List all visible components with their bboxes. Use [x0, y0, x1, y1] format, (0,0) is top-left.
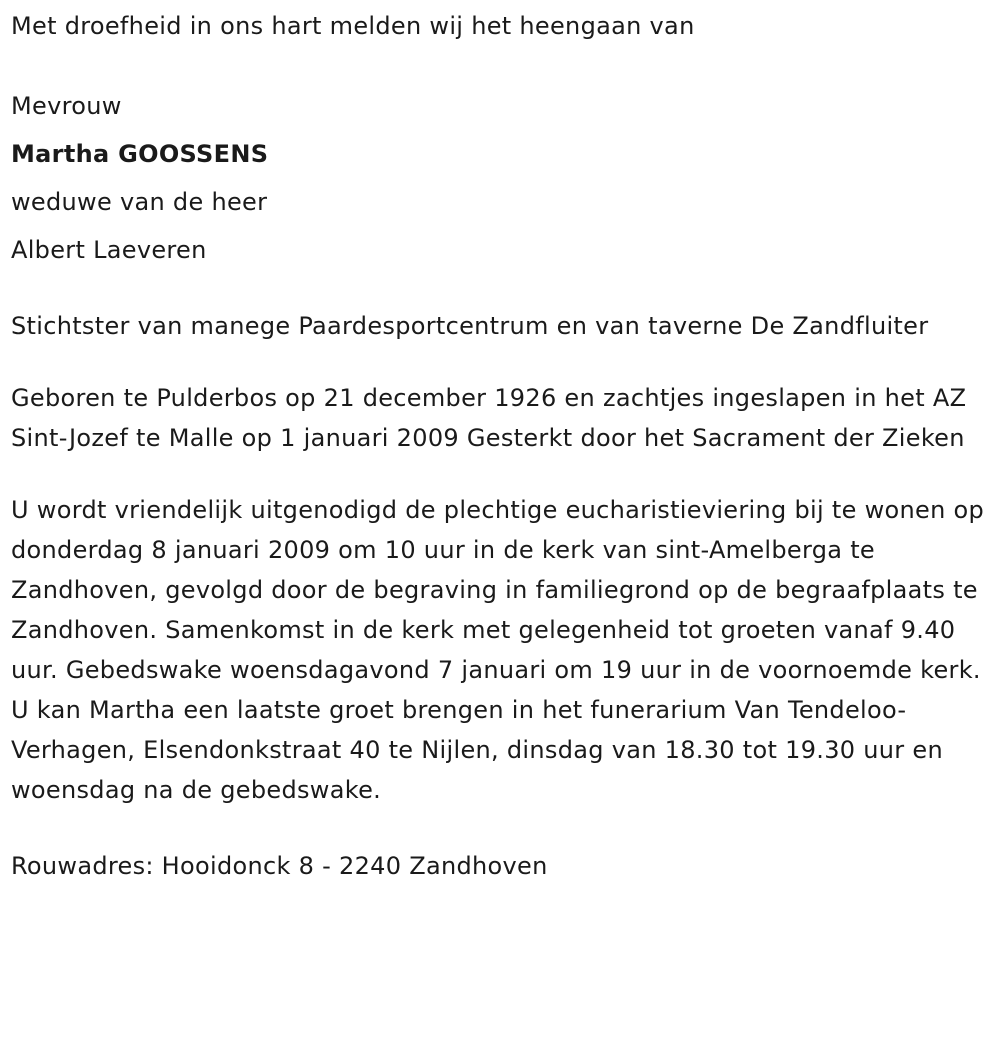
intro-text: Met droefheid in ons hart melden wij het heengaan van — [11, 12, 695, 40]
spouse-name: Albert Laeveren — [11, 236, 207, 264]
salutation: Mevrouw — [11, 92, 122, 120]
relation-text: weduwe van de heer — [11, 188, 268, 216]
spacer — [11, 346, 993, 378]
ceremony-text: U wordt vriendelijk uitgenodigd de plechtige eucharistieviering bij te wonen op donderdag 8 januari 2009 om 10 uur in de kerk van sint-Amelberga te Zandhoven, gevolgd door de begraving in familiegrond op de begraafplaats te Zandhoven. Samenkomst in de kerk met gelegenheid tot groeten vanaf 9.40 uur. Gebedswake woensdagavond 7 januari om 19 uur in de voornoemde kerk. U kan Martha een laatste groet brengen in het funerarium Van Tendeloo-Verhagen, Elsendonkstraat 40 te Nijlen, dinsdag van 18.30 tot 19.30 uur en woensdag na de gebedswake. — [11, 496, 985, 804]
mourning-address: Rouwadres: Hooidonck 8 - 2240 Zandhoven — [11, 852, 548, 880]
occupation-text: Stichtster van manege Paardesportcentrum en van taverne De Zandfluiter — [11, 312, 929, 340]
spacer — [11, 810, 993, 842]
obituary-notice — [11, 0, 993, 890]
deceased-name: Martha GOOSSENS — [11, 140, 269, 168]
spacer — [11, 274, 993, 306]
spacer — [11, 50, 993, 82]
spacer — [11, 458, 993, 490]
birth-death-text: Geboren te Pulderbos op 21 december 1926 en zachtjes ingeslapen in het AZ Sint-Jozef te Malle op 1 januari 2009 Gesterkt door het Sacrament der Zieken — [11, 384, 967, 452]
